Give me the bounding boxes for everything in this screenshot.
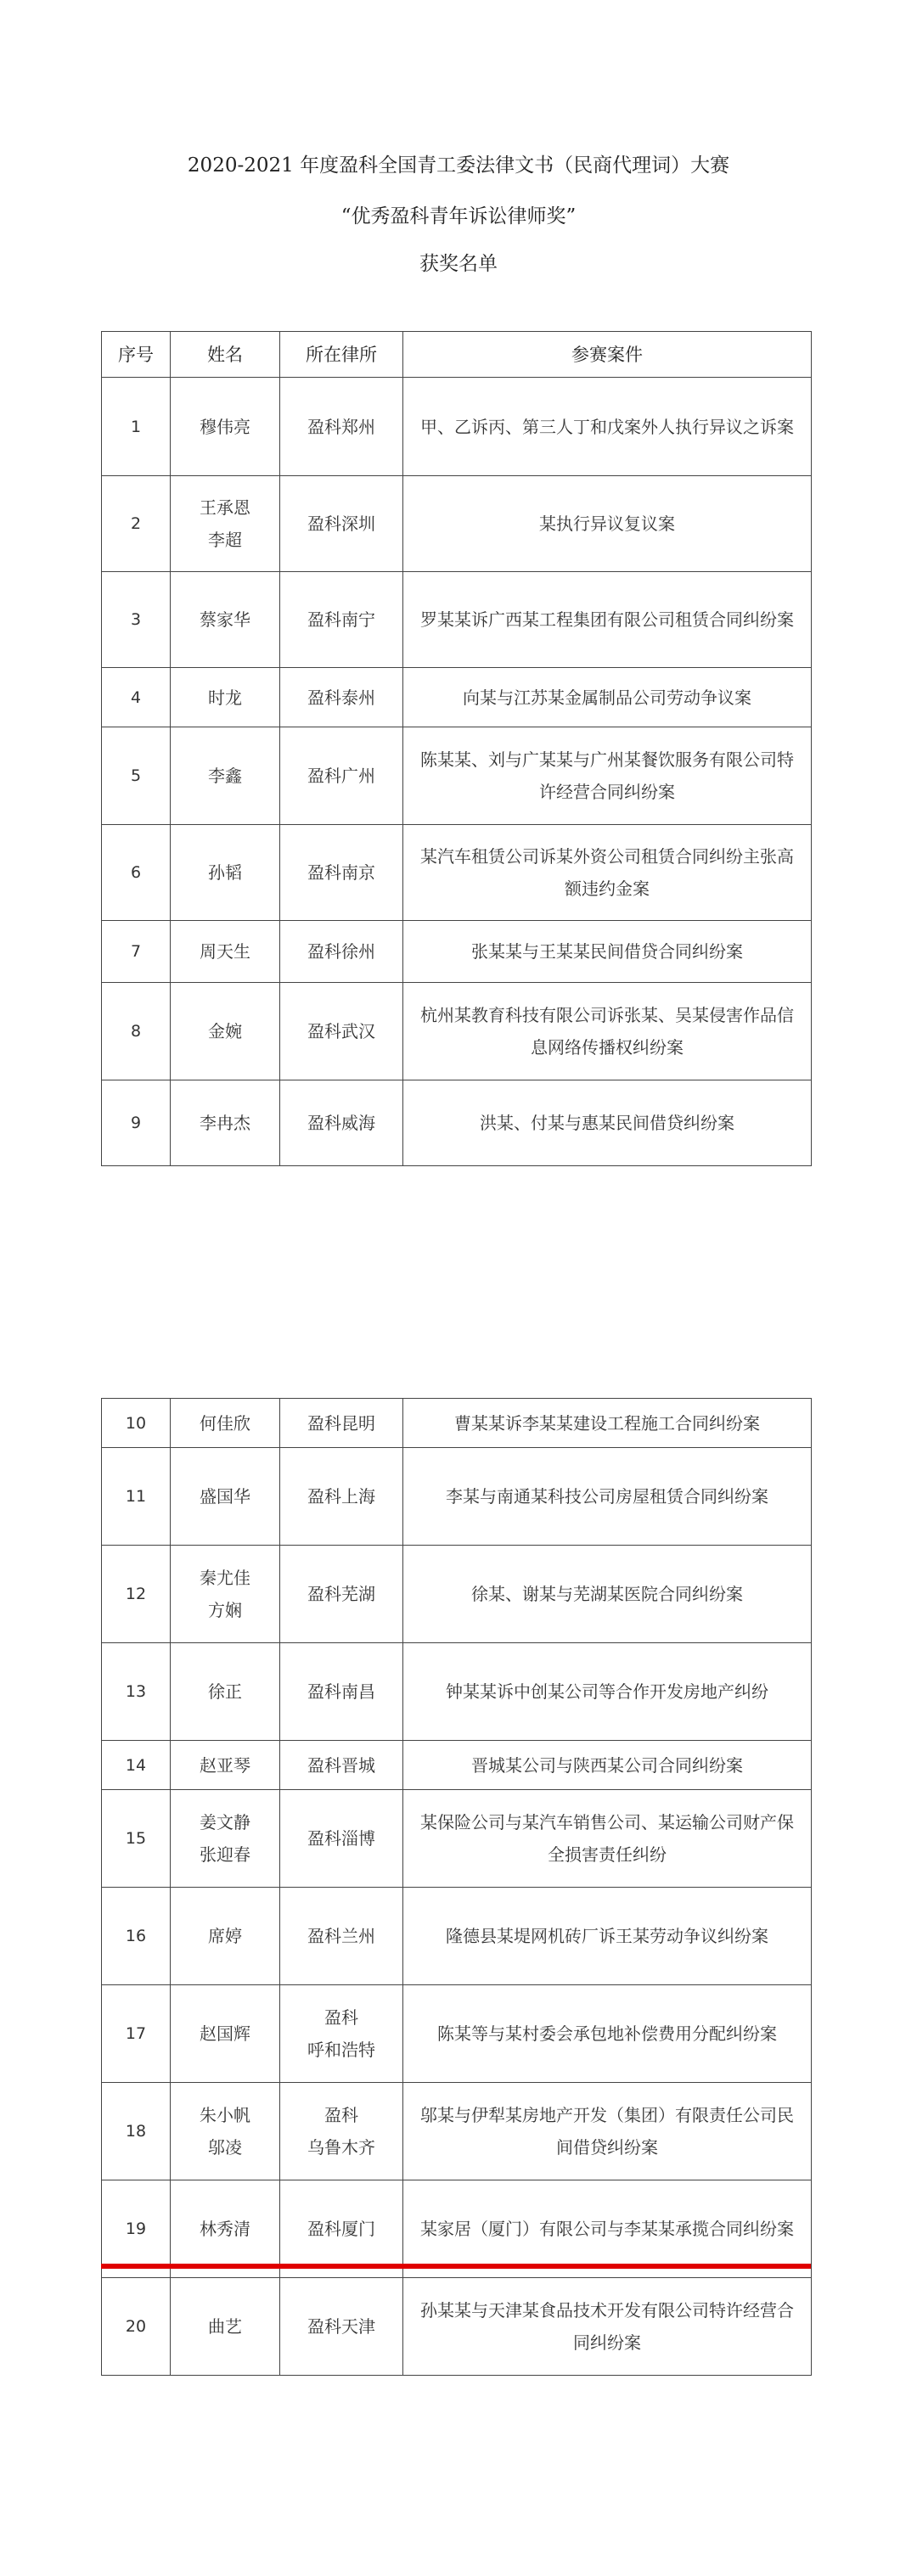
lawyer-name: 李鑫 [208,766,242,786]
law-firm-line: 盈科天津 [307,2316,375,2337]
table-row [102,1546,812,1643]
law-firm [280,1643,403,1741]
law-firm [280,727,403,825]
lawyer-name: 姜文静 [200,1812,250,1832]
lawyer-names [171,1888,280,1985]
law-firm [280,378,403,476]
case-title: 孙某某与天津某食品技术开发有限公司特许经营合同纠纷案 [403,2278,812,2376]
table-row [102,1080,812,1166]
law-firm [280,2278,403,2376]
table-row [102,727,812,825]
lawyer-names [171,1448,280,1546]
list-heading: 获奖名单 [419,253,498,275]
case-title: 陈某某、刘与广某某与广州某餐饮服务有限公司特许经营合同纠纷案 [403,727,812,825]
table-row [102,825,812,921]
law-firm [280,983,403,1080]
law-firm-line: 盈科晋城 [307,1754,375,1776]
lawyer-name: 蔡家华 [200,609,250,630]
lawyer-names [171,572,280,668]
law-firm-line: 盈科淄博 [307,1828,375,1849]
law-firm-line: 呼和浩特 [307,2040,375,2060]
law-firm [280,1741,403,1790]
table-row [102,572,812,668]
lawyer-names [171,1546,280,1643]
table-row [102,1790,812,1888]
table-row [102,1985,812,2083]
lawyer-names [171,668,280,727]
lawyer-names [171,825,280,921]
row-number: 15 [102,1790,171,1888]
row-number: 17 [102,1985,171,2083]
row-number: 5 [102,727,171,825]
row-number: 11 [102,1448,171,1546]
lawyer-name: 孙韬 [208,862,242,883]
law-firm-line: 盈科威海 [307,1113,375,1133]
law-firm-line: 盈科南昌 [307,1681,375,1702]
lawyer-name: 赵国辉 [200,2023,250,2044]
red-highlight-line [101,2264,811,2269]
row-number: 18 [102,2083,171,2180]
law-firm [280,1080,403,1166]
case-title: 钟某某诉中创某公司等合作开发房地产纠纷 [403,1643,812,1741]
law-firm-line: 盈科武汉 [307,1021,375,1041]
law-firm [280,1888,403,1985]
table-row [102,476,812,572]
case-title: 向某与江苏某金属制品公司劳动争议案 [403,668,812,727]
law-firm [280,1790,403,1888]
lawyer-name: 赵亚琴 [200,1754,250,1776]
row-number: 10 [102,1399,171,1448]
row-number: 20 [102,2278,171,2376]
law-firm-line: 盈科南京 [307,862,375,883]
lawyer-names [171,727,280,825]
row-number: 1 [102,378,171,476]
law-firm [280,476,403,572]
row-number: 8 [102,983,171,1080]
row-number: 12 [102,1546,171,1643]
law-firm-line: 乌鲁木齐 [307,2137,375,2158]
case-title: 曹某某诉李某某建设工程施工合同纠纷案 [403,1399,812,1448]
table-header-row [102,332,812,378]
table-row [102,983,812,1080]
winners-table-part-2 [101,1398,812,2376]
case-title: 罗某某诉广西某工程集团有限公司租赁合同纠纷案 [403,572,812,668]
row-number: 14 [102,1741,171,1790]
law-firm [280,921,403,983]
law-firm [280,1985,403,2083]
lawyer-name: 穆伟亮 [200,416,250,437]
row-number: 2 [102,476,171,572]
lawyer-name: 李冉杰 [200,1113,250,1133]
row-number: 6 [102,825,171,921]
document-title: 2020-2021 年度盈科全国青工委法律文书（民商代理词）大赛 [187,154,730,177]
lawyer-name: 秦尤佳 [200,1568,250,1588]
row-number: 3 [102,572,171,668]
row-number: 4 [102,668,171,727]
table-row [102,378,812,476]
law-firm-line: 盈科南宁 [307,609,375,630]
case-title: 张某某与王某某民间借贷合同纠纷案 [403,921,812,983]
law-firm [280,668,403,727]
law-firm-line: 盈科 [324,2007,358,2028]
lawyer-names [171,983,280,1080]
lawyer-names [171,1790,280,1888]
case-title: 晋城某公司与陕西某公司合同纠纷案 [403,1741,812,1790]
header-number: 序号 [102,332,171,378]
row-number: 13 [102,1643,171,1741]
law-firm-line: 盈科泰州 [307,687,375,708]
law-firm-line: 盈科广州 [307,766,375,786]
row-number: 9 [102,1080,171,1166]
lawyer-name: 周天生 [200,941,250,962]
law-firm [280,1546,403,1643]
lawyer-name: 金婉 [208,1021,242,1041]
law-firm-line: 盈科芜湖 [307,1584,375,1604]
lawyer-name: 盛国华 [200,1486,250,1507]
header-case: 参赛案件 [403,332,812,378]
lawyer-name: 邬凌 [208,2137,242,2158]
header-firm: 所在律所 [280,332,403,378]
winners-table-part-1 [101,331,812,1166]
case-title: 李某与南通某科技公司房屋租赁合同纠纷案 [403,1448,812,1546]
law-firm [280,2083,403,2180]
law-firm [280,825,403,921]
lawyer-names [171,1643,280,1741]
lawyer-name: 林秀清 [200,2219,250,2239]
law-firm-line: 盈科厦门 [307,2219,375,2239]
lawyer-name: 席婷 [208,1926,242,1946]
row-number: 7 [102,921,171,983]
law-firm [280,1448,403,1546]
law-firm [280,572,403,668]
lawyer-name: 徐正 [208,1681,242,1702]
lawyer-names [171,1741,280,1790]
case-title: 甲、乙诉丙、第三人丁和戊案外人执行异议之诉案 [403,378,812,476]
case-title: 某保险公司与某汽车销售公司、某运输公司财产保全损害责任纠纷 [403,1790,812,1888]
lawyer-name: 朱小帆 [200,2105,250,2125]
lawyer-name: 李超 [208,530,242,550]
law-firm-line: 盈科 [324,2105,358,2125]
table-row [102,921,812,983]
lawyer-names [171,476,280,572]
law-firm-line: 盈科郑州 [307,416,375,437]
case-title: 某执行异议复议案 [403,476,812,572]
header-name: 姓名 [171,332,280,378]
lawyer-names [171,378,280,476]
lawyer-name: 王承恩 [200,497,250,518]
case-title: 某汽车租赁公司诉某外资公司租赁合同纠纷主张高额违约金案 [403,825,812,921]
case-title: 徐某、谢某与芜湖某医院合同纠纷案 [403,1546,812,1643]
lawyer-names [171,2083,280,2180]
case-title: 洪某、付某与惠某民间借贷纠纷案 [403,1080,812,1166]
table-row [102,2083,812,2180]
case-title: 隆德县某堤网机砖厂诉王某劳动争议纠纷案 [403,1888,812,1985]
lawyer-name: 张迎春 [200,1844,250,1865]
law-firm-line: 盈科徐州 [307,941,375,962]
law-firm [280,1399,403,1448]
law-firm-line: 盈科昆明 [307,1412,375,1434]
table-row [102,1399,812,1448]
case-title: 邬某与伊犁某房地产开发（集团）有限责任公司民间借贷纠纷案 [403,2083,812,2180]
lawyer-name: 时龙 [208,687,242,708]
law-firm-line: 盈科兰州 [307,1926,375,1946]
table-row [102,1888,812,1985]
case-title: 陈某等与某村委会承包地补偿费用分配纠纷案 [403,1985,812,2083]
case-title: 某家居（厦门）有限公司与李某某承揽合同纠纷案 [403,2180,812,2278]
table-row [102,1741,812,1790]
row-number: 16 [102,1888,171,1985]
lawyer-name: 方娴 [208,1600,242,1620]
table-row [102,1643,812,1741]
lawyer-names [171,1399,280,1448]
lawyer-names [171,921,280,983]
law-firm-line: 盈科深圳 [307,514,375,534]
lawyer-names [171,2278,280,2376]
row-number: 19 [102,2180,171,2278]
case-title: 杭州某教育科技有限公司诉张某、吴某侵害作品信息网络传播权纠纷案 [403,983,812,1080]
lawyer-names [171,1080,280,1166]
lawyer-name: 曲艺 [208,2316,242,2337]
award-name: “优秀盈科青年诉讼律师奖” [340,205,577,227]
table-row [102,2278,812,2376]
law-firm-line: 盈科上海 [307,1486,375,1507]
table-row [102,668,812,727]
lawyer-name: 何佳欣 [200,1412,250,1434]
lawyer-names [171,1985,280,2083]
table-row [102,1448,812,1546]
